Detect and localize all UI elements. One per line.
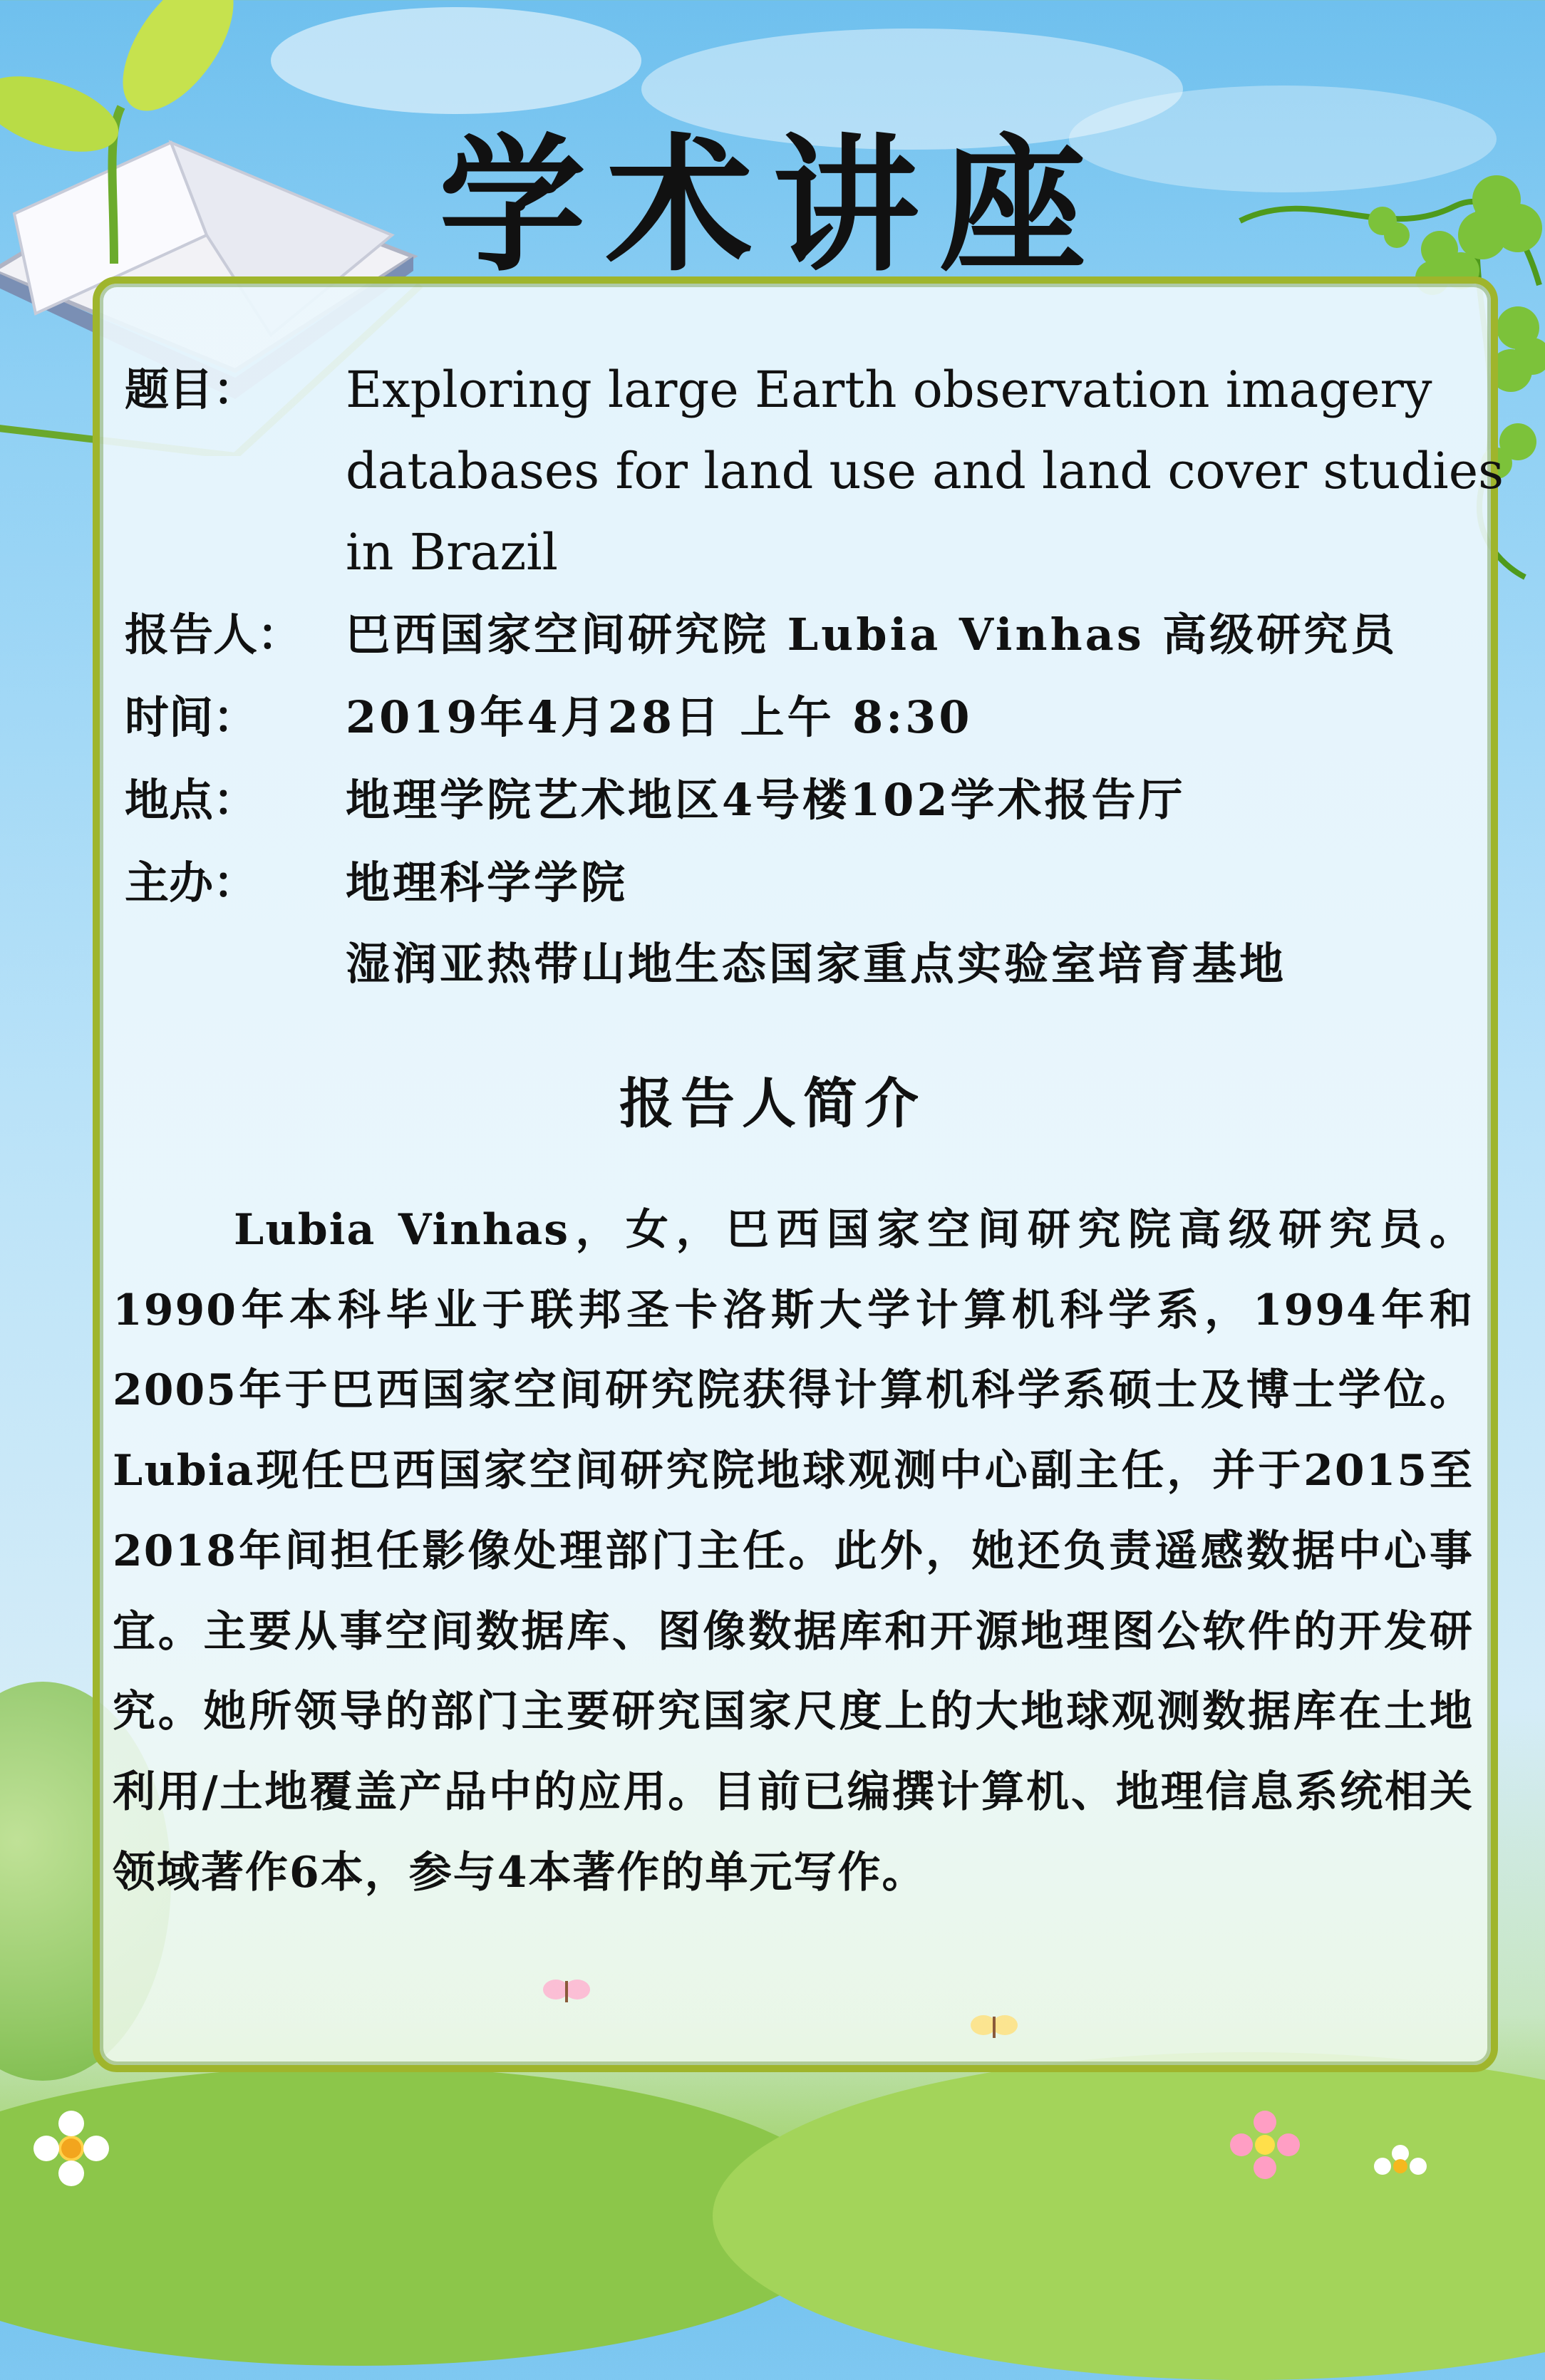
speaker-row (125, 594, 1464, 676)
organizer-value (346, 842, 1464, 1005)
grass-hill (713, 2052, 1545, 2380)
time-label: 时间： (125, 691, 258, 743)
bio-heading: 报告人简介 (619, 1072, 926, 1135)
flower-icon (1226, 2109, 1304, 2180)
topic-line-3: in Brazil (346, 523, 559, 581)
time-line: 2019年4月28日 上午 8:30 (346, 691, 973, 743)
time-value (346, 677, 1464, 758)
topic-label: 题目： (125, 363, 258, 415)
butterfly-icon (969, 2009, 1019, 2045)
organizer-line-1: 地理科学学院 (346, 857, 629, 909)
bio-paragraph: Lubia Vinhas，女，巴西国家空间研究院高级研究员。1990年本科毕业于联邦圣卡洛斯大学计算机科学系，1994年和2005年于巴西国家空间研究院获得计算机科学系硕士及博士学位。Lubia现任巴西国家空间研究院地球观测中心副主任，并于2015至2018年间担任影像处理部门主任。此外，她还负责遥感数据中心事宜。主要从事空间数据库、图像数据库和开源地理图公软件的开发研究。她所领导的部门主要研究国家尺度上的大地球观测数据库在土地利用/土地覆盖产品中的应用。目前已编撰计算机、地理信息系统相关领域著作6本，参与4本著作的单元写作。 (113, 1205, 1474, 1898)
butterfly-icon (542, 1974, 591, 2009)
speaker-line: 巴西国家空间研究院 Lubia Vinhas 高级研究员 (346, 609, 1398, 661)
topic-line-1: Exploring large Earth observation imagery (346, 361, 1432, 419)
time-row (125, 677, 1464, 758)
speaker-label: 报告人： (125, 609, 302, 661)
speaker-value (346, 594, 1464, 676)
location-value (346, 760, 1464, 841)
location-line: 地理学院艺术地区4号楼102学术报告厅 (346, 774, 1186, 826)
topic-value (346, 349, 1504, 593)
organizer-line-2: 湿润亚热带山地生态国家重点实验室培育基地 (346, 938, 1287, 990)
location-row (125, 760, 1464, 841)
topic-line-2: databases for land use and land cover studies (346, 442, 1504, 500)
topic-row (125, 349, 1504, 593)
lecture-info (125, 349, 1504, 1006)
organizer-label: 主办： (125, 857, 258, 909)
flower-icon (29, 2109, 114, 2188)
flower-icon (1368, 2145, 1432, 2188)
organizer-row (125, 842, 1464, 1005)
poster-title: 学术讲座 (438, 119, 1106, 291)
location-label: 地点： (125, 774, 258, 826)
